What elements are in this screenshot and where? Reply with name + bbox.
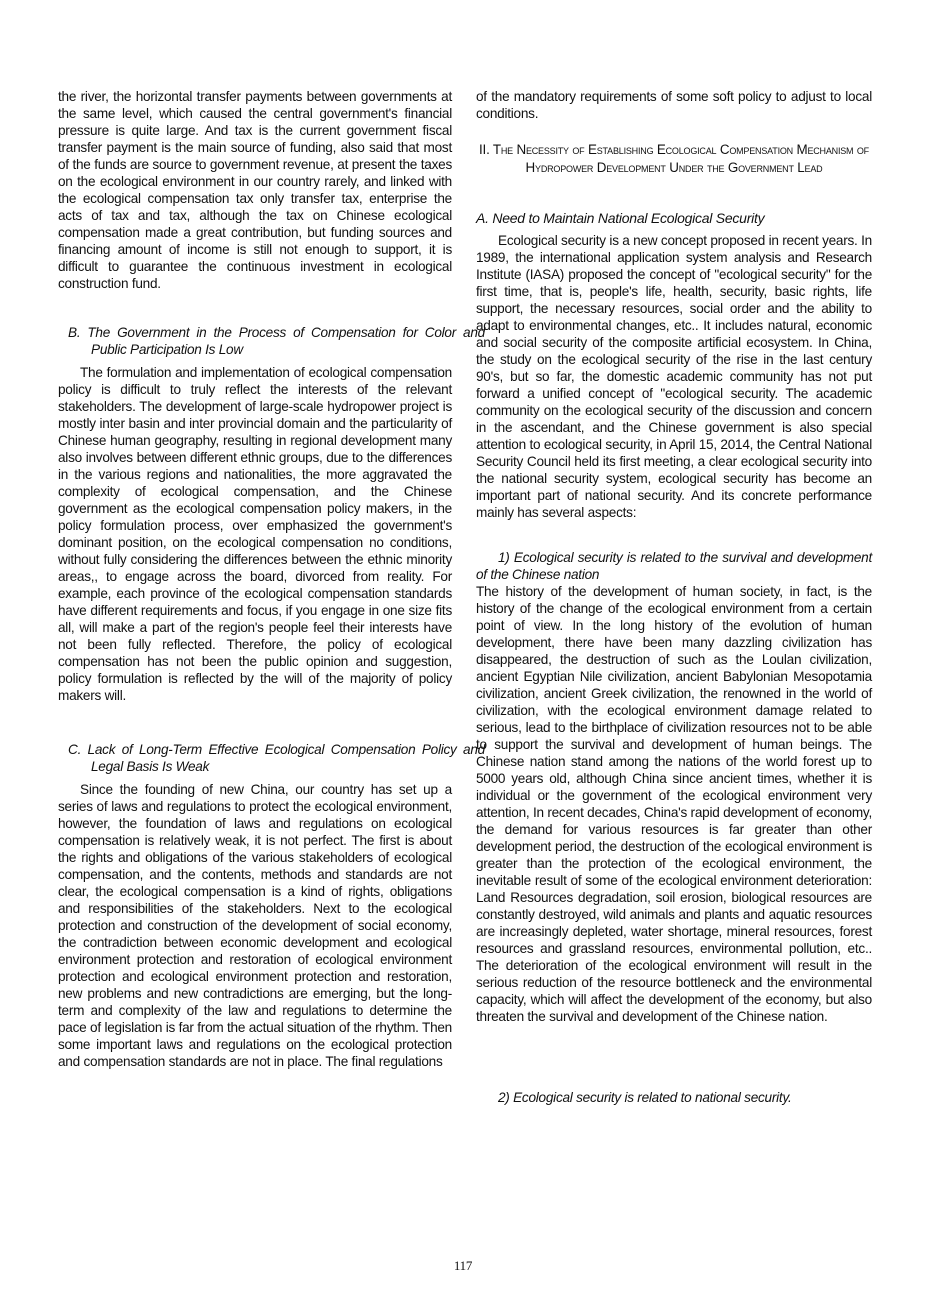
paragraph-continuation: of the mandatory requirements of some soft policy to adjust to local conditions. xyxy=(476,89,872,121)
paragraph-participation: The formulation and implementation of ecological compensation policy is difficult to truly reflect the interests of the relevant stakeholders. The development of large-scale hydropower project is mostly inter basin and inter provincial domain and the particularity of Chinese human geography, resulting in regional development many also involves between different ethnic groups, due to the differences in the various regions and nationalities, the more aggravated the complexity of ecological compensation, and the Chinese government as the ecological compensation policy makers, in the policy formulation process, over emphasized the government's dominant position, on the ecological compensation no conditions, without fully considering the differences between the ethnic minority areas,, to engage across the board, divorced from reality. For example, each province of the ecological compensation standards have different requirements and focus, if you engage in one size fits all, will make a part of the region's people feel their interests have not been fully reflected. Therefore, the policy of ecological compensation has not been the public opinion and suggestion, policy formulation is reflected by the will of the majority of policy makers will. xyxy=(58,365,452,703)
heading-section-c: C. Lack of Long-Term Effective Ecological Compensation Policy and Legal Basis Is Weak xyxy=(68,742,485,774)
paragraph-ecological-security: Ecological security is a new concept proposed in recent years. In 1989, the international application system analysis and Research Institute (IASA) proposed the concept of "ecological security" for the first time, that is, people's life, health, security, basic rights, life support, the necessary resources, social order and the ability to adapt to environmental changes, etc.. It includes natural, economic and social security of the composite artificial ecosystem. In China, the study on the ecological security of the rise in the last century 90's, but so far, the domestic academic community has not put forward a unified concept of "ecological security. The academic community on the ecological security of the discussion and concern in the ascendant, and the Chinese government is also special attention to ecological security, in April 15, 2014, the Central National Security Council held its first meeting, a clear ecological security into the national security system, ecological security has become an important part of national security. And its concrete performance mainly has several aspects: xyxy=(476,233,872,520)
subheading-2: 2) Ecological security is related to national security. xyxy=(498,1090,792,1105)
heading-section-b: B. The Government in the Process of Compensation for Color and Public Participation Is Low xyxy=(68,325,485,357)
page-number: 117 xyxy=(453,1258,473,1273)
subheading-1: 1) Ecological security is related to the survival and development of the Chinese nation xyxy=(476,550,872,582)
section-heading-ii: II. The Necessity of Establishing Ecological Compensation Mechanism of Hydropower Development Under the Government Lead xyxy=(479,142,869,175)
heading-section-a: A. Need to Maintain National Ecological Security xyxy=(476,210,765,226)
paragraph-history: The history of the development of human society, in fact, is the history of the change of the ecological environment from a certain point of view. In the long history of the evolution of human development, there have been many dazzling civilization has disappeared, the destruction of such as the Loulan civilization, ancient Egyptian Nile civilization, ancient Babylonian Mesopotamia civilization, ancient Greek civilization, the renowned in the world of civilization, with the ecological environment damage related to serious, lead to the birthplace of civilization resources not to be able to support the survival and development of human beings. The Chinese nation stand among the nations of the world forest up to 5000 years old, although China since ancient times, whether it is individual or the government of the ecological environment very attention, In recent decades, China's rapid development of economy, the demand for various resources is far greater than other development period, the destruction of the ecological environment is greater than the protection of the ecological environment, the inevitable result of some of the ecological environment deterioration: Land Resources degradation, soil erosion, biological resources are constantly destroyed, wild animals and plants and aquatic resources are increasingly depleted, water shortage, mineral resources, forest resources and grassland resources, environmental pollution, etc.. The deterioration of the ecological environment will result in the serious reduction of the resource bottleneck and the environmental capacity, which will affect the development of the economy, but also threaten the survival and development of the Chinese nation. xyxy=(476,584,872,1024)
paragraph-legal-basis: Since the founding of new China, our country has set up a series of laws and regulations to protect the ecological environment, however, the foundation of laws and regulations on ecological compensation is relatively weak, it is not perfect. The first is about the rights and obligations of the various stakeholders of ecological compensation, and the contents, methods and standards are not clear, the ecological compensation is a kind of rights, obligations and responsibilities of the stakeholders. Next to the ecological protection and construction of the development of social economy, the contradiction between economic development and ecological environment protection and restoration of ecological environment protection and ecological environment protection and restoration, new problems and new contradictions are emerging, but the long-term and complexity of the law and regulations to determine the pace of legislation is far from the actual situation of the rhythm. Then some important laws and regulations on the ecological protection and compensation standards are not in place. The final regulations xyxy=(58,782,452,1069)
paragraph-funding: the river, the horizontal transfer payments between governments at the same level, which caused the central government's financial pressure is quite large. And tax is the current government fiscal transfer payment is the main source of funding, also said that most of the funds are source to government revenue, at present the taxes on the ecological environment in our country rarely, and linked with the ecological compensation tax only transfer tax, enterprise the acts of tax and tax, although the tax on Chinese ecological compensation made a great contribution, but funding sources and financing amount of income is still not enough to support, it is difficult to guarantee the continuous investment in ecological construction fund. xyxy=(58,89,452,291)
